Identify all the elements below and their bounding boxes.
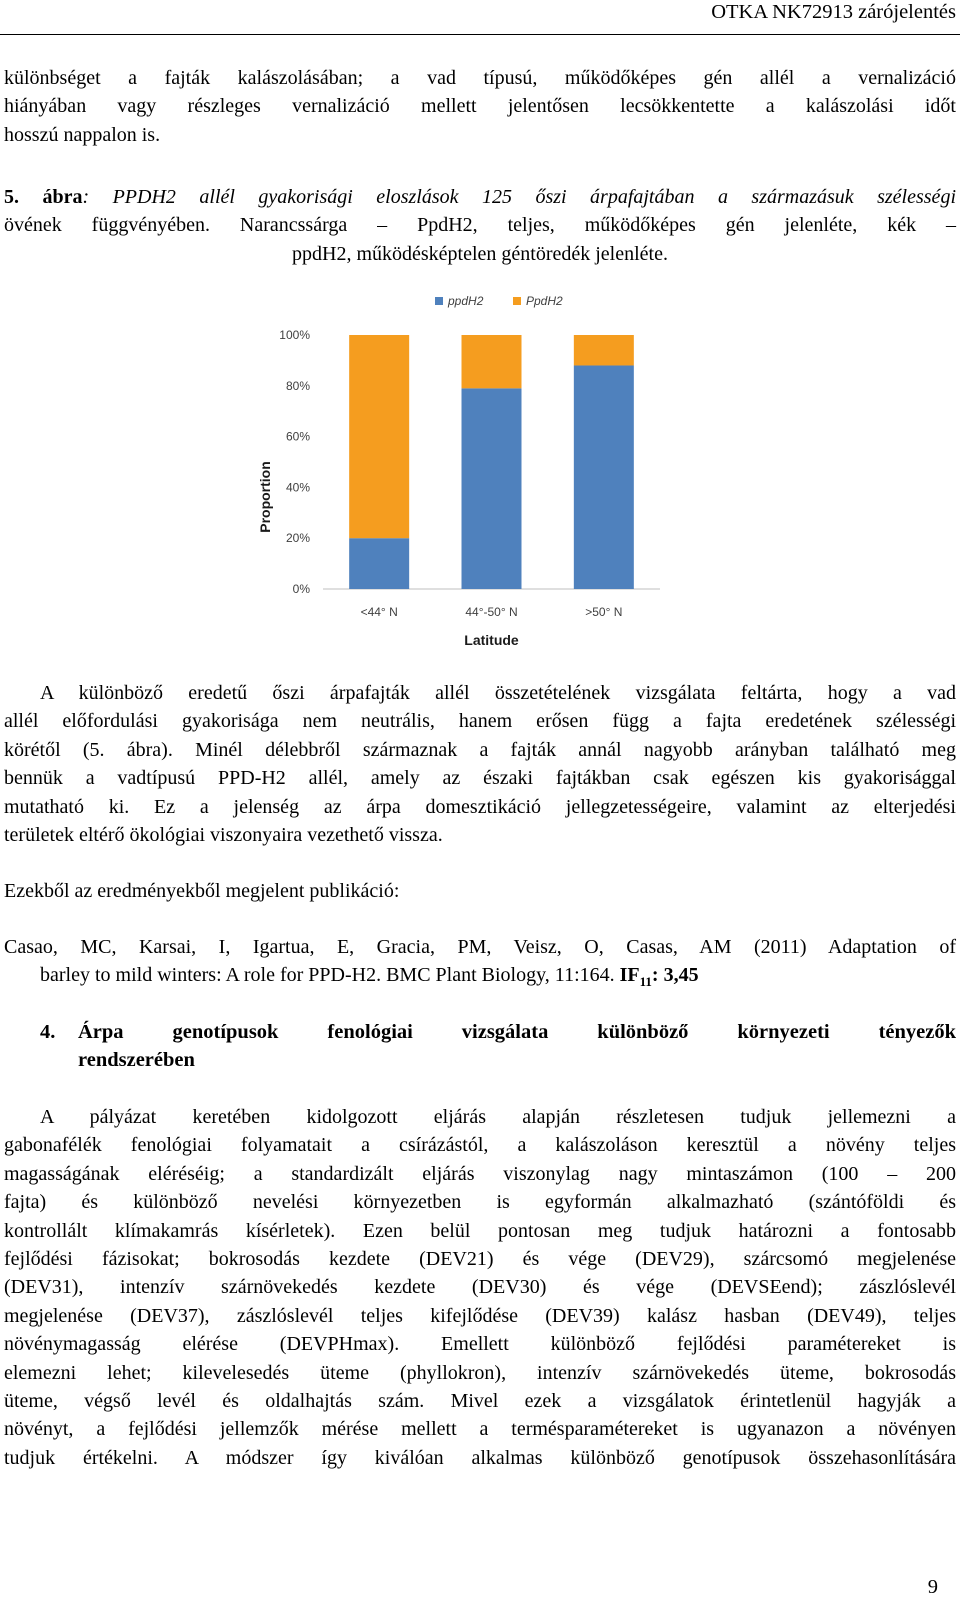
text-line: A különböző eredetű őszi árpafajták allél összetételének vizsgálata feltárta, hogy a vad <box>40 682 956 704</box>
text-line: gabonafélék fenológiai folyamatait a csírázástól, a kalászoláson keresztül a növény teljes <box>4 1134 956 1157</box>
page-number: 9 <box>927 1576 938 1598</box>
text-line: fejlődési fázisokat; bokrosodás kezdete (DEV21) és vége (DEV29), szárcsomó megjelenése <box>4 1248 956 1271</box>
legend-label: PpdH2 <box>526 294 563 308</box>
figure-caption <box>4 183 956 268</box>
caption-line: övének függvényében. Narancssárga – PpdH2, teljes, működőképes gén jelenléte, kék – <box>4 214 956 237</box>
bar-segment-ppdh2 <box>349 335 409 538</box>
y-tick-label: 100% <box>279 328 310 342</box>
text-line: bennük a vadtípusú PPD-H2 allél, amely az északi fajtákban csak egészen kis gyakorisággal <box>4 767 956 790</box>
x-axis-title: Latitude <box>464 632 519 648</box>
bar-segment-ppdh2 <box>574 335 634 365</box>
reference-entry <box>4 933 956 997</box>
running-header: OTKA NK72913 zárójelentés <box>711 1 956 23</box>
legend-swatch <box>435 297 443 305</box>
intro-paragraph <box>4 64 956 149</box>
legend-swatch <box>513 297 521 305</box>
text-line: elemezni lehet; kilevelesedés üteme (phyllokron), intenzív szárnövekedés üteme, bokrosodás <box>4 1361 956 1384</box>
bar-segment-ppdh2 <box>349 538 409 589</box>
text-line: (DEV31), intenzív szárnövekedés kezdete (DEV30) és vége (DEVSEend); zászlóslevél <box>4 1276 956 1299</box>
text-line: A pályázat keretében kidolgozott eljárás alapján részletesen tudjuk jellemezni a <box>40 1106 956 1128</box>
allele-proportion-chart <box>250 290 670 660</box>
y-tick-label: 0% <box>292 582 310 596</box>
text-line: növénymagasság elérése (DEVPHmax). Emellett különböző fejlődési paramétereket is <box>4 1333 956 1356</box>
section-title-line: rendszerében <box>78 1049 195 1072</box>
y-tick-label: 40% <box>285 480 310 495</box>
text-line: területek eltérő ökológiai viszonyaira vezethető vissza. <box>4 824 443 847</box>
text-line: allél előfordulási gyakorisága nem neutrális, hanem erősen függ a fajta eredetének szélességi <box>4 710 956 733</box>
results-paragraph <box>4 679 956 849</box>
y-tick-label: 80% <box>285 378 310 393</box>
section-title-line: Árpa genotípusok fenológiai vizsgálata különböző környezeti tényezők <box>78 1021 956 1043</box>
x-tick-label: 44°-50° N <box>465 605 518 619</box>
reference-line: Casao, MC, Karsai, I, Igartua, E, Gracia, PM, Veisz, O, Casas, AM (2011) Adaptation of <box>4 936 956 958</box>
caption-line <box>4 183 956 211</box>
text-line: mutatható ki. Ez a jelenség az árpa domesztikáció jellegzetességeire, valamint az elterjedési <box>4 795 956 818</box>
bar-segment-ppdh2 <box>462 335 522 388</box>
caption-line: ppdH2, működésképtelen géntöredék jelenléte. <box>292 242 668 265</box>
text-line: növényt, a fejlődési jellemzők mérése mellett a termésparamétereket is ugyanazon a növényen <box>4 1418 956 1441</box>
text-line: hosszú nappalon is. <box>4 123 161 146</box>
methods-paragraph <box>4 1103 956 1472</box>
caption-text: : PPDH2 allél gyakorisági eloszlások 125 őszi árpafajtában a származásuk szélességi <box>82 186 956 208</box>
text-line: üteme, végső levél és oldalhajtás szám. Mivel ezek a vizsgálatok érintetlenül hagyják a <box>4 1390 956 1413</box>
text-line: megjelenése (DEV37), zászlóslevél teljes kifejlődése (DEV39) kalász hasban (DEV49), teljes <box>4 1304 956 1327</box>
y-tick-label: 60% <box>285 429 310 444</box>
text-line: különbséget a fajták kalászolásában; a vad típusú, működőképes gén allél a vernalizáció <box>4 67 956 89</box>
impact-factor: $IF_{11}$: 3,45 <box>619 964 699 990</box>
section-heading <box>40 1018 956 1075</box>
text-line: kontrollált klímakamrás kísérletek). Ezen belül pontosan meg tudjuk határozni a fontosabb <box>4 1219 956 1242</box>
text-line: tudjuk értékelni. A módszer így kiválóan alkalmas különböző genotípusok összehasonlítására <box>4 1446 956 1469</box>
y-axis-title: Proportion <box>257 461 273 533</box>
text-line: Ezekből az eredményekből megjelent publikáció: <box>4 880 400 902</box>
bar-segment-ppdh2 <box>574 365 634 589</box>
reference-text: barley to mild winters: A role for PPD-H2. BMC Plant Biology, 11:164. <box>40 964 615 987</box>
figure-label: 5. ábra <box>4 186 83 208</box>
x-tick-label: <44° N <box>360 605 398 619</box>
bar-segment-ppdh2 <box>462 388 522 589</box>
y-tick-label: 20% <box>285 531 310 546</box>
publication-intro <box>4 877 956 905</box>
text-line: körétől (5. ábra). Minél délebbről származnak a fajták annál nagyobb arányban található meg <box>4 738 956 761</box>
legend-label: ppdH2 <box>448 294 484 308</box>
header-rule <box>0 34 960 35</box>
x-tick-label: >50° N <box>585 605 623 619</box>
text-line: magasságának eléréséig; a standardizált eljárás viszonylag nagy mintaszámon (100 – 200 <box>4 1162 956 1185</box>
reference-line <box>4 961 956 996</box>
section-number: 4. <box>40 1021 56 1043</box>
text-line: hiányában vagy részleges vernalizáció mellett jelentősen lecsökkentette a kalászolási időt <box>4 95 956 118</box>
text-line: fajta) és különböző nevelési környezetben is egyformán alkalmazható (szántóföldi és <box>4 1191 956 1214</box>
